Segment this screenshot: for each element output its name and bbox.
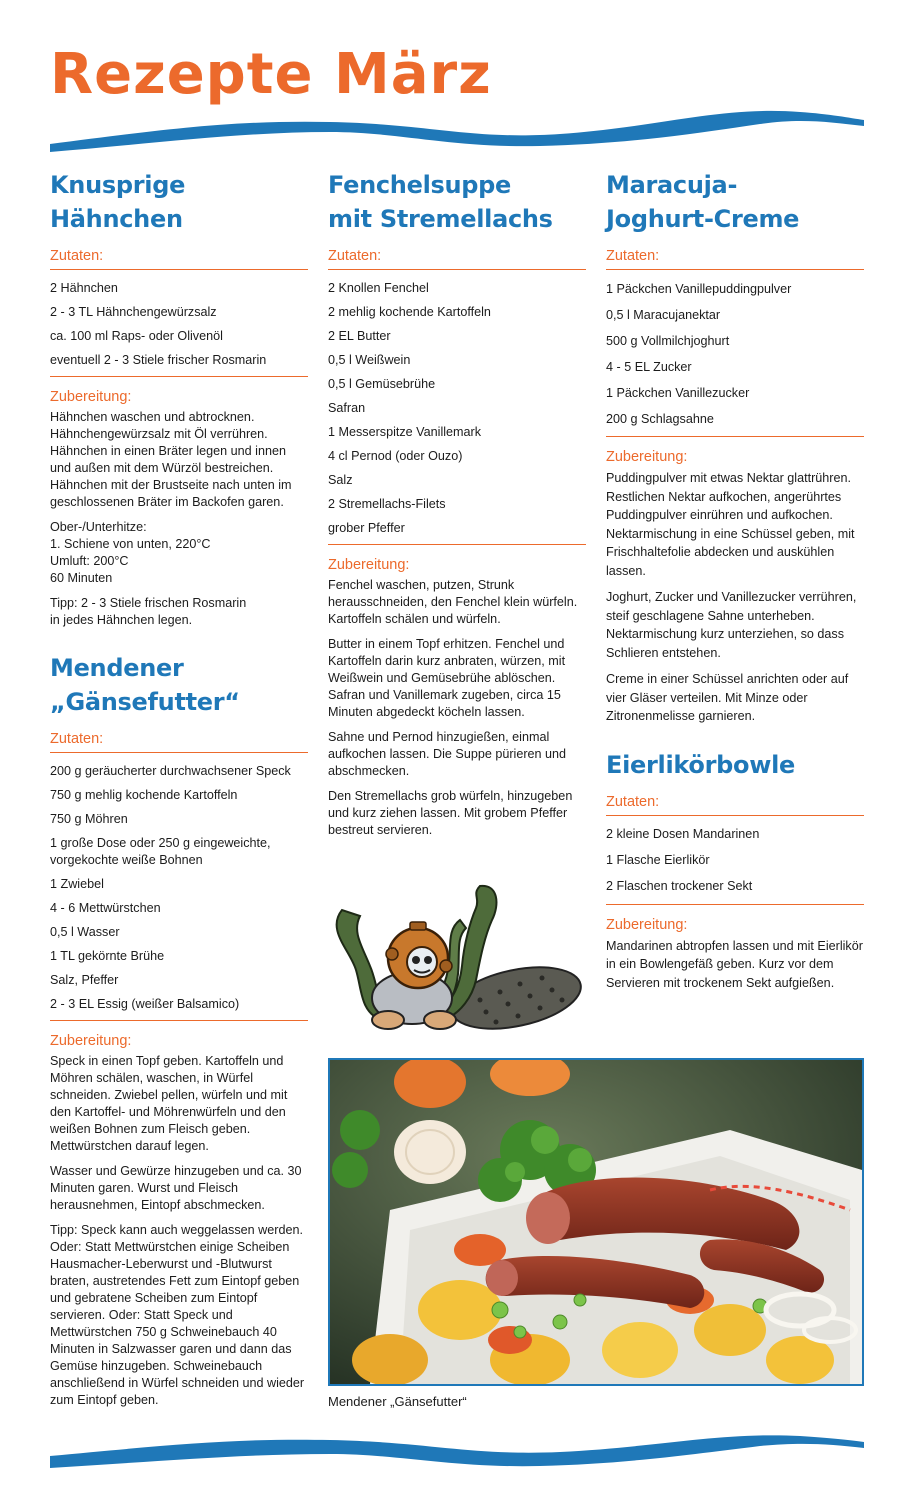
ingredients-heading: Zutaten: [328,248,586,270]
ingredients-heading: Zutaten: [50,248,308,270]
recipe-eierlikoerbowle [606,748,864,993]
list-item: 0,5 l Wasser [50,924,120,939]
recipe-mendener-gaensefutter [50,651,308,1409]
top-wave-decoration [0,100,916,160]
recipe-title: Fenchelsuppe mit Stremellachs [328,171,553,233]
list-item: 750 g Möhren [50,811,128,826]
preparation-heading: Zubereitung: [606,916,688,933]
list-item: 500 g Vollmilchjoghurt [606,333,730,348]
ingredients-list [50,276,308,377]
list-item: 0,5 l Weißwein [328,352,411,367]
list-item: 2 Hähnchen [50,280,118,295]
list-item: 2 kleine Dosen Mandarinen [606,827,760,841]
list-item: 4 - 5 EL Zucker [606,359,692,374]
paragraph: Sahne und Pernod hinzugießen, einmal aufkochen lassen. Die Suppe pürieren und abschmecken. [328,730,567,778]
list-item: Safran [328,400,366,415]
ingredients-heading: Zutaten: [50,731,308,753]
column-right [606,168,864,992]
preparation-text [50,409,308,629]
ingredients-heading: Zutaten: [606,248,864,270]
preparation-text [328,577,586,839]
ingredients-list [606,276,864,437]
list-item: 750 g mehlig kochende Kartoffeln [50,787,238,802]
paragraph: Puddingpulver mit etwas Nektar glattrühren. Restlichen Nektar aufkochen, angerührtes Puddingpulver einrühren und aufkochen. Nektarmischung in eine Schüssel geben, mit Frischhaltefolie abdecken und auskühlen lassen. [606,471,855,578]
paragraph: Creme in einer Schüssel anrichten oder auf vier Gläser verteilen. Mit Minze oder Zitronenmelisse garnieren. [606,672,849,723]
ingredients-heading: Zutaten: [606,794,864,816]
preparation-text [606,469,864,726]
list-item: 1 Päckchen Vanillepuddingpulver [606,281,792,296]
list-item: Salz, Pfeffer [50,972,119,987]
preparation-heading: Zubereitung: [328,557,410,573]
list-item: 1 Päckchen Vanillezucker [606,385,750,400]
list-item: 2 Stremellachs-Filets [328,496,446,511]
paragraph: Wasser und Gewürze hinzugeben und ca. 30 Minuten garen. Wurst und Fleisch herausnehmen, Eintopf abschmecken. [50,1164,302,1212]
paragraph: Butter in einem Topf erhitzen. Fenchel und Kartoffeln darin kurz anbraten, würzen, mit Weißwein und Gemüsebrühe ablöschen. Safran und Vanillemark zugeben, circa 15 Minuten abgedeckt köcheln lassen. [328,637,566,719]
recipe-fenchelsuppe [328,168,586,839]
column-middle [328,168,586,839]
bottom-wave-decoration [0,1426,916,1486]
list-item: 0,5 l Maracujanektar [606,307,721,322]
paragraph: Fenchel waschen, putzen, Strunk herausschneiden, den Fenchel klein würfeln. Kartoffeln schälen und würfeln. [328,578,578,626]
preparation-heading: Zubereitung: [606,449,688,465]
list-item: Salz [328,472,353,487]
paragraph: Tipp: 2 - 3 Stiele frischen Rosmarin in jedes Hähnchen legen. [50,596,247,627]
list-item: 1 TL gekörnte Brühe [50,948,165,963]
food-photo-drawing [330,1060,862,1384]
list-item: 2 - 3 EL Essig (weißer Balsamico) [50,996,240,1011]
list-item: 1 Zwiebel [50,876,104,891]
preparation-text [50,1053,308,1409]
list-item: 2 - 3 TL Hähnchengewürzsalz [50,304,217,319]
ingredients-list [606,822,864,905]
list-item: 200 g Schlagsahne [606,411,714,426]
preparation-heading: Zubereitung: [50,1033,132,1049]
list-item: ca. 100 ml Raps- oder Olivenöl [50,328,223,343]
recipe-title: Knusprige Hähnchen [50,171,186,233]
list-item: eventuell 2 - 3 Stiele frischer Rosmarin [50,352,267,367]
preparation-text [606,937,864,993]
paragraph: Tipp: Speck kann auch weggelassen werden. Oder: Statt Mettwürstchen einige Scheiben Hausmacher-Leberwurst und -Blutwurst braten, austretendes Fett zum Eintopf geben und gebratene Scheiben zum Eintopf servieren. Oder: Statt Speck und Mettwürstchen 750 g Schweinebauch 40 Minuten in Salzwasser garen und dann das Gemüse hinzugeben. Schweinebauch anschließend in Würfel schneiden und wieder zum Eintopf geben. [50,1223,305,1407]
paragraph: Speck in einen Topf geben. Kartoffeln und Möhren schälen, waschen, in Würfel schneiden. Zwiebel pellen, würfeln und mit den Kartoffel- und Möhrenwürfeln und den weißen Bohnen zum Fleisch geben. Mettwürstchen darauf legen. [50,1054,288,1153]
paragraph: Ober-/Unterhitze: 1. Schiene von unten, 220°C Umluft: 200°C 60 Minuten [50,520,211,585]
list-item: grober Pfeffer [328,520,405,535]
list-item: 2 Flaschen trockener Sekt [606,879,753,893]
ingredients-list [50,759,308,1021]
paragraph: Hähnchen waschen und abtrocknen. Hähnchengewürzsalz mit Öl verrühren. Hähnchen in einen Bräter legen und innen und außen mit dem Würzöl bestreichen. Hähnchen mit der Brustseite nach unten im geschlossenen Bräter im Backofen garen. [50,410,292,509]
recipe-maracuja-joghurt-creme [606,168,864,726]
paragraph: Joghurt, Zucker und Vanillezucker verrühren, steif geschlagene Sahne unterheben. Nektarmischung kurz unterziehen, so dass Schlieren entstehen. [606,590,857,660]
list-item: 2 mehlig kochende Kartoffeln [328,304,491,319]
photo-caption: Mendener „Gänsefutter“ [328,1394,467,1409]
page-title: Rezepte März [50,42,492,107]
list-item: 0,5 l Gemüsebrühe [328,376,436,391]
list-item: 1 Flasche Eierlikör [606,853,710,867]
list-item: 2 EL Butter [328,328,391,343]
ingredients-list [328,276,586,545]
list-item: 200 g geräucherter durchwachsener Speck [50,763,291,778]
column-left [50,168,308,1409]
paragraph: Den Stremellachs grob würfeln, hinzugeben und kurz ziehen lassen. Mit grobem Pfeffer bestreut servieren. [328,789,573,837]
paragraph: Mandarinen abtropfen lassen und mit Eierlikör in ein Bowlengefäß geben. Kurz vor dem Servieren mit trockenem Sekt aufgießen. [606,938,863,990]
recipe-title: Eierlikörbowle [606,750,795,779]
diver-cartoon-illustration [330,880,584,1040]
recipe-knusprige-haehnchen [50,168,308,629]
list-item: 4 cl Pernod (oder Ouzo) [328,448,463,463]
food-photo [328,1058,864,1386]
list-item: 4 - 6 Mettwürstchen [50,900,161,915]
preparation-heading: Zubereitung: [50,389,132,405]
list-item: 1 große Dose oder 250 g eingeweichte, vorgekochte weiße Bohnen [50,835,271,867]
recipe-title: Maracuja- Joghurt-Creme [606,171,800,233]
list-item: 2 Knollen Fenchel [328,280,429,295]
list-item: 1 Messerspitze Vanillemark [328,424,482,439]
recipe-title: Mendener „Gänsefutter“ [50,654,240,716]
